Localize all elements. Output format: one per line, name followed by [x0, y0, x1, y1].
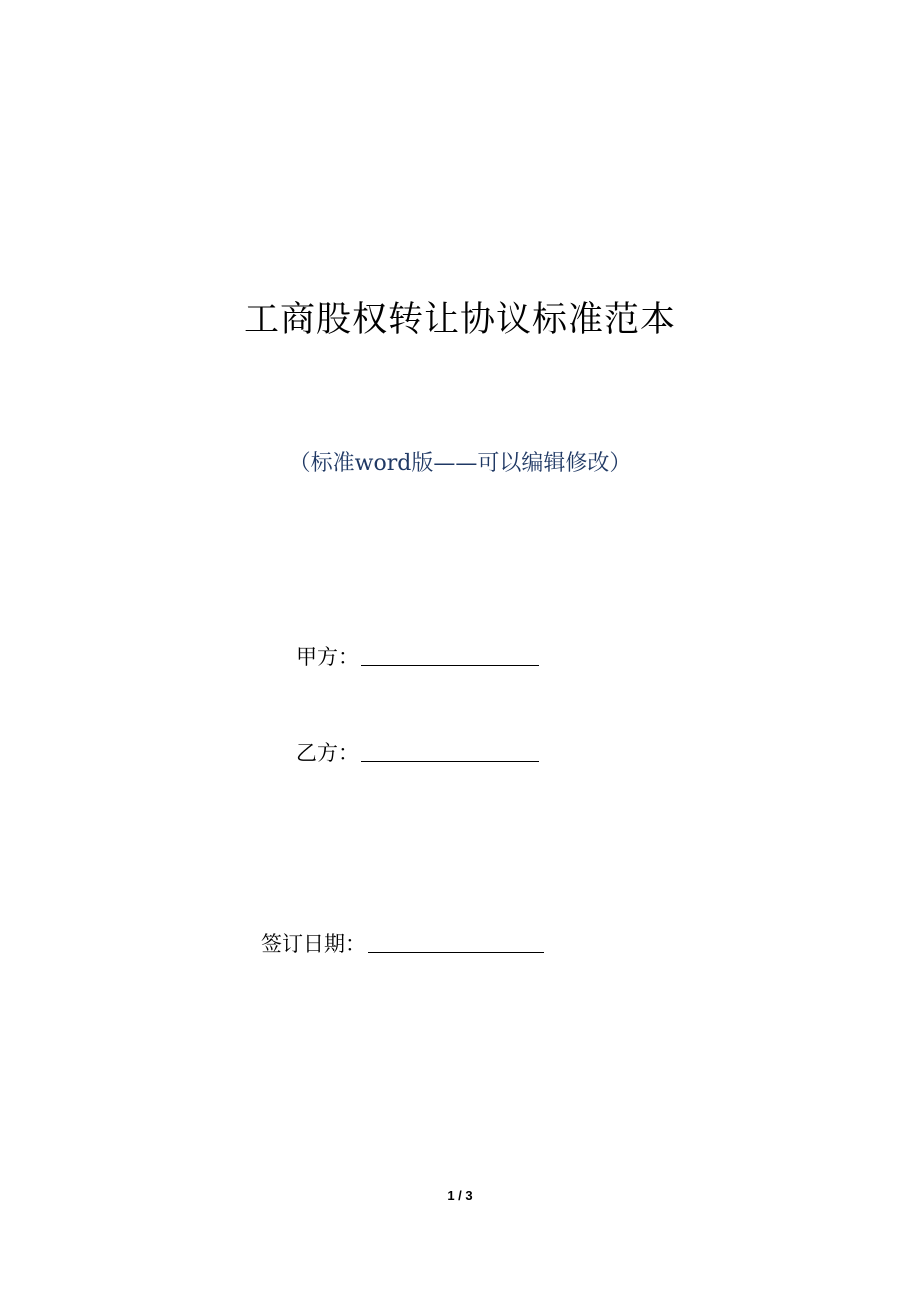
- party-a-field: [296, 642, 539, 672]
- sign-date-field: [261, 929, 544, 959]
- party-a-label: 甲方：: [296, 645, 359, 669]
- party-b-blank-line[interactable]: [361, 761, 539, 762]
- party-b-label: 乙方：: [296, 741, 359, 765]
- page-title: 工商股权转让协议标准范本: [243, 300, 676, 340]
- sign-date-label: 签订日期：: [261, 932, 366, 956]
- party-b-field: [296, 738, 539, 768]
- page-subtitle: （标准word版——可以编辑修改）: [288, 451, 632, 476]
- page-number: 1 / 3: [447, 1188, 473, 1203]
- party-a-blank-line[interactable]: [361, 665, 539, 666]
- sign-date-blank-line[interactable]: [368, 952, 544, 953]
